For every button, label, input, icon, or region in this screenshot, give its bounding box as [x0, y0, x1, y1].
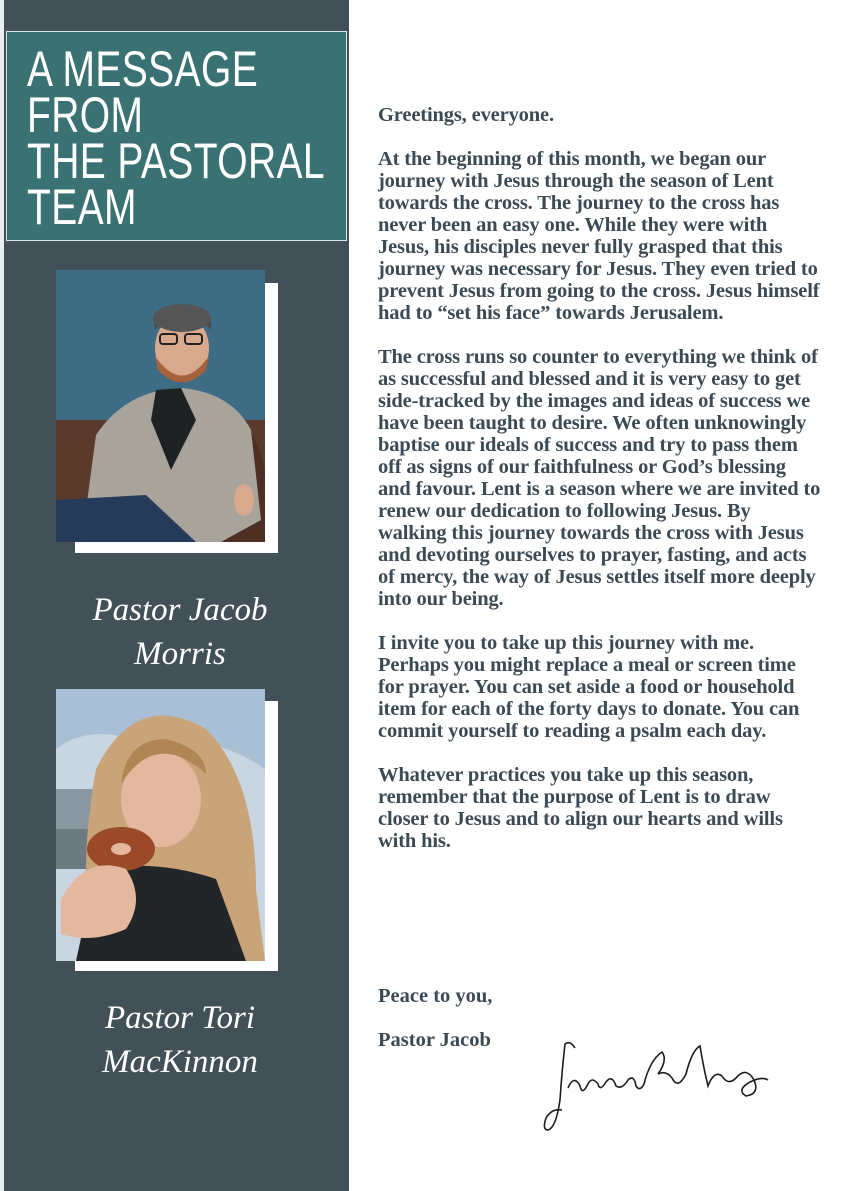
sidebar-panel [0, 0, 349, 1191]
letter-paragraph: Whatever practices you take up this season, remember that the purpose of Lent is to draw closer to Jesus and to align our hearts and wills with his. [378, 764, 783, 852]
letter-body [378, 104, 823, 874]
pastor-tori-photo [56, 689, 265, 961]
title-line-1: A MESSAGE [27, 41, 259, 97]
title-line-2: FROM [27, 87, 144, 143]
handwritten-signature [540, 1030, 770, 1140]
pastor-tori-caption-line1: Pastor Tori [104, 1000, 256, 1036]
letter-paragraph: I invite you to take up this journey with me. Perhaps you might replace a meal or screen time for prayer. You can set aside a food or household item for each of the forty days to donate. You can commit yourself to reading a psalm each day. [378, 632, 800, 742]
title-line-3: THE PASTORAL [27, 133, 325, 189]
pastor-jacob-caption-line2: Morris [134, 636, 226, 672]
letter-paragraph: The cross runs so counter to everything we think of as successful and blessed and it is very easy to get side-tracked by the images and ideas of success we have been taught to desire. We often unknowingly baptise our ideals of success and try to pass them off as signs of our faithfulness or God’s blessing and favour. Lent is a season where we are invited to renew our dedication to following Jesus. By walking this journey towards the cross with Jesus and devoting ourselves to prayer, fasting, and acts of mercy, the way of Jesus settles itself more deeply into our being. [378, 346, 821, 610]
letter-closing: Peace to you, [378, 985, 493, 1007]
letter-signature-name: Pastor Jacob [378, 1029, 491, 1051]
letter-greeting: Greetings, everyone. [378, 104, 554, 126]
letter-paragraph: At the beginning of this month, we began our journey with Jesus through the season of Lent towards the cross. The journey to the cross has never been an easy one. While they were with Jesus, his disciples never fully grasped that this journey was necessary for Jesus. They even tried to prevent Jesus from going to the cross. Jesus himself had to “set his face” towards Jerusalem. [378, 148, 820, 324]
pastor-tori-caption-line2: MacKinnon [102, 1044, 258, 1080]
title-box [6, 31, 347, 241]
pastor-jacob-caption-line1: Pastor Jacob [92, 592, 268, 628]
pastor-jacob-photo [56, 270, 265, 542]
title-line-4: TEAM [27, 179, 137, 235]
